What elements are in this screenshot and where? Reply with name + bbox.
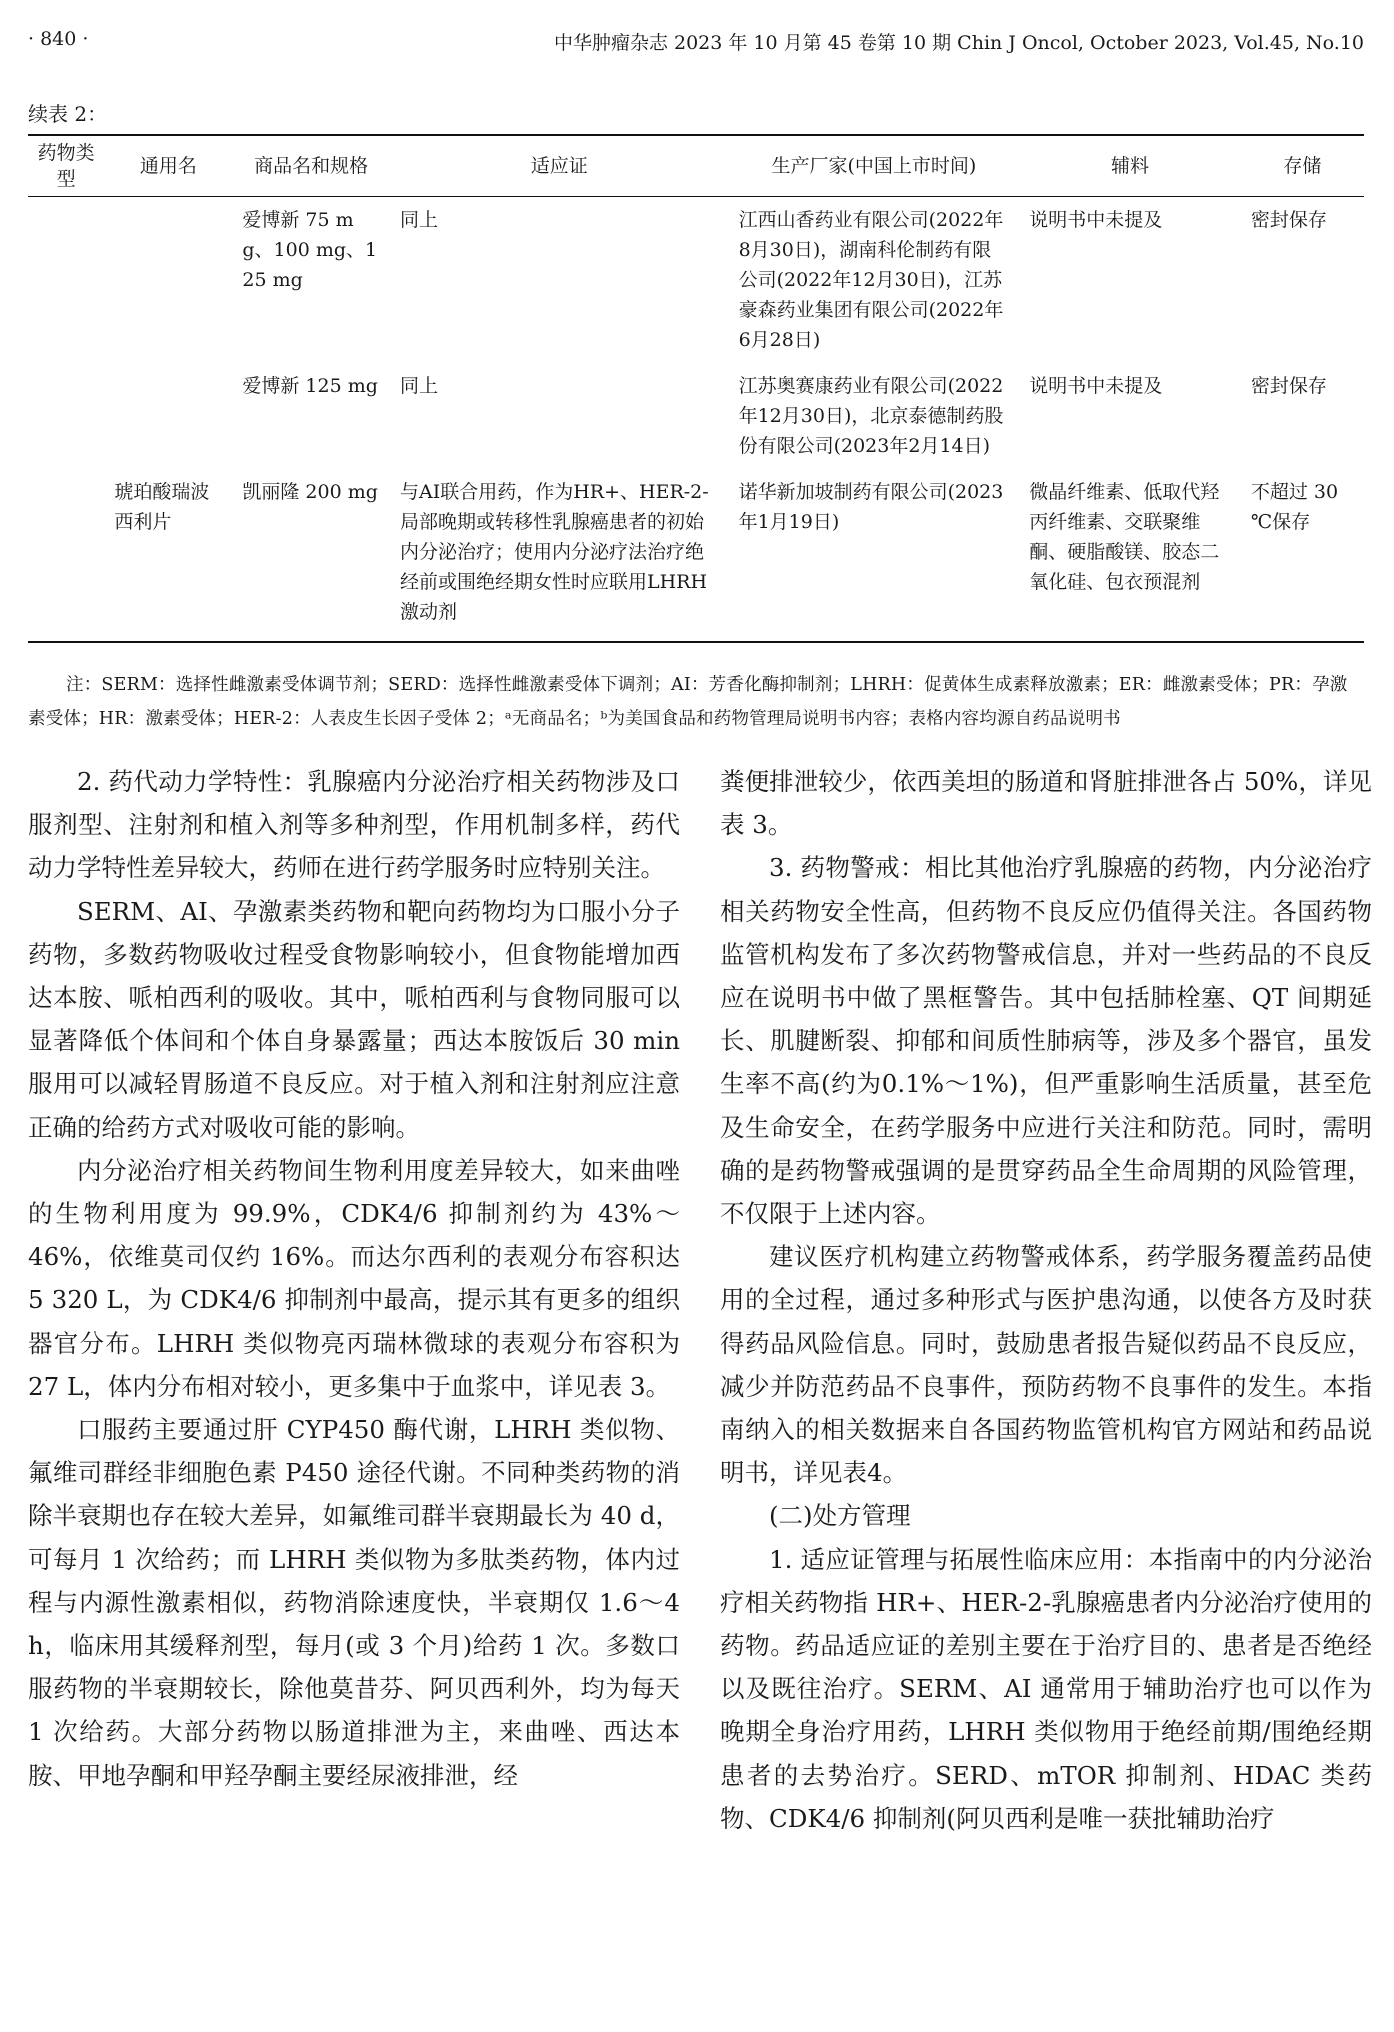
table-cell: 爱博新 125 mg: [242, 375, 378, 397]
table-footnote: 注：SERM：选择性雌激素受体调节剂；SERD：选择性雌激素受体下调剂；AI：芳香化酶抑制剂；LHRH：促黄体生成素释放激素；ER：雌激素受体；PR：孕激素受体；HR：激素受体；HER-2：人表皮生长因子受体 2；ᵃ无商品名；ᵇ为美国食品和药物管理局说明书内容；表格内容均源自药品说明书: [28, 675, 1348, 729]
column-header: 通用名: [104, 135, 232, 197]
body-paragraph: 1. 适应证管理与拓展性临床应用：本指南中的内分泌治疗相关药物指 HR+、HER-2-乳腺癌患者内分泌治疗使用的药物。药品适应证的差别主要在于治疗目的、患者是否绝经以及既往治疗。SERM、AI 通常用于辅助治疗也可以作为晚期全身治疗用药，LHRH 类似物用于绝经前期/围绝经期患者的去势治疗。SERD、mTOR 抑制剂、HDAC 类药物、CDK4/6 抑制剂(阿贝西利是唯一获批辅助治疗: [720, 1544, 1372, 1833]
table-caption: 续表 2：: [28, 102, 108, 126]
table-cell: 诺华新加坡制药有限公司(2023年1月19日): [729, 469, 1020, 642]
section-heading: (二)处方管理: [769, 1501, 911, 1531]
table-cell: 与AI联合用药，作为HR+、HER-2-局部晚期或转移性乳腺癌患者的初始内分泌治疗；使用内分泌疗法治疗绝经前或围绝经期女性时应联用LHRH激动剂: [390, 469, 729, 642]
table-header-row: [28, 135, 1364, 197]
table-cell: 江苏奥赛康药业有限公司(2022年12月30日)，北京泰德制药股份有限公司(2023年2月14日): [738, 375, 1004, 457]
table-cell: 同上: [399, 375, 438, 397]
column-header: 存储: [1241, 135, 1364, 197]
table-row: [28, 197, 1364, 364]
column-header: 辅料: [1019, 135, 1241, 197]
body-paragraph-continued: 粪便排泄较少，依西美坦的肠道和肾脏排泄各占 50%，详见表 3。: [720, 767, 1372, 840]
body-paragraph: SERM、AI、孕激素类药物和靶向药物均为口服小分子药物，多数药物吸收过程受食物影响较小，但食物能增加西达本胺、哌柏西利的吸收。其中，哌柏西利与食物同服可以显著降低个体间和个体自身暴露量；西达本胺饭后 30 min 服用可以减轻胃肠道不良反应。对于植入剂和注射剂应注意正确的给药方式对吸收可能的影响。: [28, 896, 680, 1142]
table-cell: 琥珀酸瑞波西利片: [104, 469, 232, 642]
table-cell: 同上: [399, 209, 438, 231]
table-cell: 密封保存: [1250, 209, 1327, 231]
running-header: [28, 22, 1364, 62]
table-cell: [104, 363, 232, 469]
table-cell: 凯丽隆 200 mg: [232, 469, 390, 642]
table-cell: 不超过 30 ℃保存: [1241, 469, 1364, 642]
table-cell: 江西山香药业有限公司(2022年8月30日)，湖南科伦制药有限公司(2022年12月30日)，江苏豪森药业集团有限公司(2022年6月28日): [738, 209, 1004, 351]
column-header: 生产厂家(中国上市时间): [729, 135, 1020, 197]
body-paragraph: 2. 药代动力学特性：乳腺癌内分泌治疗相关药物涉及口服剂型、注射剂和植入剂等多种剂型，作用机制多样，药代动力学特性差异较大，药师在进行药学服务时应特别关注。: [28, 767, 680, 883]
journal-citation: 中华肿瘤杂志 2023 年 10 月第 45 卷第 10 期 Chin J Oncol, October 2023, Vol.45, No.10: [553, 32, 1364, 54]
body-paragraph: 建议医疗机构建立药物警戒体系，药学服务覆盖药品使用的全过程，通过多种形式与医护患沟通，以使各方及时获得药品风险信息。同时，鼓励患者报告疑似药品不良反应，减少并防范药品不良事件，预防药物不良事件的发生。本指南纳入的相关数据来自各国药物监管机构官方网站和药品说明书，详见表4。: [720, 1242, 1372, 1488]
body-paragraph: 3. 药物警戒：相比其他治疗乳腺癌的药物，内分泌治疗相关药物安全性高，但药物不良反应仍值得关注。各国药物监管机构发布了多次药物警戒信息，并对一些药品的不良反应在说明书中做了黑框警告。其中包括肺栓塞、QT 间期延长、肌腱断裂、抑郁和间质性肺病等，涉及多个器官，虽发生率不高(约为0.1%～1%)，但严重影响生活质量，甚至危及生命安全，在药学服务中应进行关注和防范。同时，需明确的是药物警戒强调的是贯穿药品全生命周期的风险管理，不仅限于上述内容。: [720, 853, 1372, 1229]
page-number: · 840 ·: [28, 28, 89, 50]
table-cell: 爱博新 75 mg、100 mg、125 mg: [242, 209, 378, 291]
drug-table: [28, 134, 1364, 643]
column-header: 商品名和规格: [232, 135, 390, 197]
column-header: 药物类型: [28, 135, 104, 197]
body-paragraph: 口服药主要通过肝 CYP450 酶代谢，LHRH 类似物、氟维司群经非细胞色素 P450 途径代谢。不同种类药物的消除半衰期也存在较大差异，如氟维司群半衰期最长为 40 d，可每月 1 次给药；而 LHRH 类似物为多肽类药物，体内过程与内源性激素相似，药物消除速度快，半衰期仅 1.6～4 h，临床用其缓释剂型，每月(或 3 个月)给药 1 次。多数口服药物的半衰期较长，除他莫昔芬、阿贝西利外，均为每天 1 次给药。大部分药物以肠道排泄为主，来曲唑、西达本胺、甲地孕酮和甲羟孕酮主要经尿液排泄，经: [28, 1415, 680, 1790]
table-cell: [28, 363, 104, 469]
table-row: [28, 363, 1364, 469]
table-cell: [28, 197, 104, 364]
table-cell: 说明书中未提及: [1029, 375, 1163, 397]
table-cell: [104, 197, 232, 364]
left-column: [28, 760, 680, 1797]
body-paragraph: 内分泌治疗相关药物间生物利用度差异较大，如来曲唑的生物利用度为 99.9%，CDK4/6 抑制剂约为 43%～46%，依维莫司仅约 16%。而达尔西利的表观分布容积达 5 320 L，为 CDK4/6 抑制剂中最高，提示其有更多的组织器官分布。LHRH 类似物亮丙瑞林微球的表观分布容积为 27 L，体内分布相对较小，更多集中于血浆中，详见表 3。: [28, 1155, 680, 1401]
table-cell: 说明书中未提及: [1029, 209, 1163, 231]
right-column: [720, 760, 1372, 1840]
table-cell: 微晶纤维素、低取代羟丙纤维素、交联聚维酮、硬脂酸镁、胶态二氧化硅、包衣预混剂: [1019, 469, 1241, 642]
column-header: 适应证: [390, 135, 729, 197]
table-cell: 密封保存: [1250, 375, 1327, 397]
table-cell: [28, 469, 104, 642]
table-row: [28, 469, 1364, 642]
